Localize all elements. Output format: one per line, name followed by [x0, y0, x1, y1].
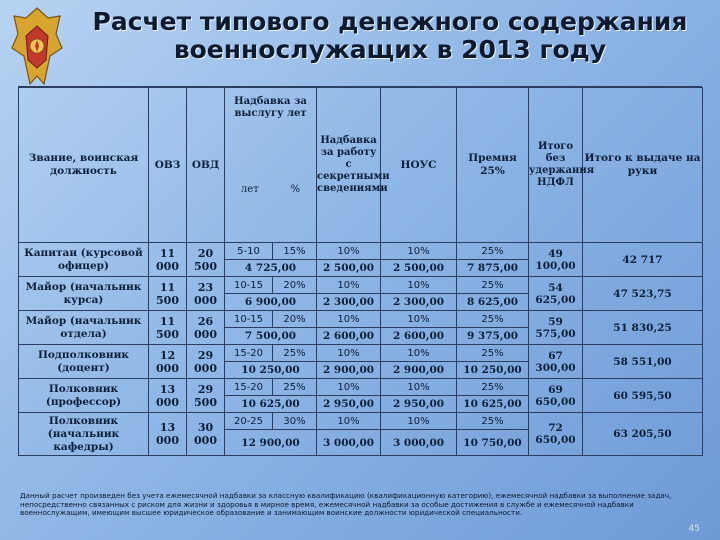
cell-bonus-pct: 25%	[457, 345, 529, 362]
cell-secret-amount: 2 900,00	[317, 362, 381, 379]
cell-secret-amount: 2 500,00	[317, 260, 381, 277]
cell-seniority-pct: 20%	[273, 311, 317, 328]
table-row	[19, 277, 703, 294]
cell-nous-pct: 10%	[381, 311, 457, 328]
cell-ovd: 23 000	[187, 277, 225, 311]
cell-years: 15-20	[225, 379, 273, 396]
header-total-net: Итого к выдаче на руки	[583, 88, 703, 243]
header-ovd: ОВД	[187, 88, 225, 243]
cell-bonus-amount: 10 250,00	[457, 362, 529, 379]
header-seniority-pct: %	[290, 184, 301, 195]
cell-secret-pct: 10%	[317, 243, 381, 260]
header-bonus: Премия 25%	[457, 88, 529, 243]
cell-years: 10-15	[225, 277, 273, 294]
header-seniority-sub	[225, 184, 316, 196]
cell-total-net: 58 551,00	[583, 345, 703, 379]
salary-table	[18, 87, 703, 456]
table-row	[19, 345, 703, 362]
cell-ovz: 11 500	[149, 311, 187, 345]
cell-nous-pct: 10%	[381, 277, 457, 294]
cell-ovd: 26 000	[187, 311, 225, 345]
cell-secret-amount: 3 000,00	[317, 430, 381, 456]
cell-ovz: 11 000	[149, 243, 187, 277]
cell-seniority-pct: 25%	[273, 379, 317, 396]
cell-seniority-amount: 7 500,00	[225, 328, 317, 345]
emblem-logo	[10, 4, 64, 90]
cell-seniority-pct: 30%	[273, 413, 317, 430]
header-secret: Надбавка за работу с секретными сведениями	[317, 88, 381, 243]
cell-secret-pct: 10%	[317, 311, 381, 328]
cell-years: 10-15	[225, 311, 273, 328]
cell-nous-amount: 2 600,00	[381, 328, 457, 345]
cell-total-gross: 67 300,00	[529, 345, 583, 379]
cell-ovz: 13 000	[149, 379, 187, 413]
cell-seniority-amount: 10 625,00	[225, 396, 317, 413]
cell-total-gross: 69 650,00	[529, 379, 583, 413]
header-seniority	[225, 88, 317, 243]
cell-rank: Майор (начальник отдела)	[19, 311, 149, 345]
cell-ovz: 11 500	[149, 277, 187, 311]
footnote: Данный расчет произведен без учета ежемесячной надбавки за классную квалификацию (квалификационную категорию), ежемесячной надбавки за выполнение задач, непосредственно связанных с риском для жизни и здоровья в мирное время, ежемесячной надбавки за особые достижения в службе и ежемесячной надбавки военнослужащим, имеющим высшее юридическое образование и занимающим воинские должности юридической специальности.	[20, 491, 672, 518]
table-row	[19, 413, 703, 430]
cell-ovz: 12 000	[149, 345, 187, 379]
cell-years: 20-25	[225, 413, 273, 430]
cell-bonus-pct: 25%	[457, 311, 529, 328]
table-row	[19, 243, 703, 260]
header-nous: НОУС	[381, 88, 457, 243]
header-ovz: ОВЗ	[149, 88, 187, 243]
page-title	[70, 8, 710, 64]
cell-nous-amount: 2 950,00	[381, 396, 457, 413]
cell-seniority-amount: 4 725,00	[225, 260, 317, 277]
cell-total-net: 51 830,25	[583, 311, 703, 345]
cell-nous-pct: 10%	[381, 345, 457, 362]
cell-rank: Капитан (курсовой офицер)	[19, 243, 149, 277]
header-total-gross: Итого без удержания НДФЛ	[529, 88, 583, 243]
cell-secret-amount: 2 950,00	[317, 396, 381, 413]
header-seniority-label: Надбавка за выслугу лет	[234, 96, 307, 119]
cell-seniority-amount: 6 900,00	[225, 294, 317, 311]
cell-secret-pct: 10%	[317, 277, 381, 294]
cell-secret-pct: 10%	[317, 413, 381, 430]
title-line-2: военнослужащих в 2013 году	[173, 35, 607, 64]
cell-ovd: 30 000	[187, 413, 225, 456]
cell-nous-amount: 2 500,00	[381, 260, 457, 277]
cell-ovz: 13 000	[149, 413, 187, 456]
cell-bonus-amount: 8 625,00	[457, 294, 529, 311]
cell-nous-amount: 2 300,00	[381, 294, 457, 311]
cell-seniority-pct: 25%	[273, 345, 317, 362]
table-row	[19, 311, 703, 328]
cell-years: 15-20	[225, 345, 273, 362]
cell-bonus-amount: 10 750,00	[457, 430, 529, 456]
cell-rank: Майор (начальник курса)	[19, 277, 149, 311]
cell-years: 5-10	[225, 243, 273, 260]
cell-seniority-pct: 15%	[273, 243, 317, 260]
cell-ovd: 29 500	[187, 379, 225, 413]
cell-seniority-amount: 12 900,00	[225, 430, 317, 456]
cell-nous-amount: 3 000,00	[381, 430, 457, 456]
cell-secret-amount: 2 600,00	[317, 328, 381, 345]
cell-total-net: 63 205,50	[583, 413, 703, 456]
cell-ovd: 20 500	[187, 243, 225, 277]
cell-bonus-pct: 25%	[457, 413, 529, 430]
header-rank: Звание, воинская должность	[19, 88, 149, 243]
cell-seniority-amount: 10 250,00	[225, 362, 317, 379]
cell-nous-amount: 2 900,00	[381, 362, 457, 379]
cell-bonus-amount: 9 375,00	[457, 328, 529, 345]
cell-nous-pct: 10%	[381, 413, 457, 430]
cell-bonus-pct: 25%	[457, 379, 529, 396]
cell-ovd: 29 000	[187, 345, 225, 379]
cell-total-gross: 54 625,00	[529, 277, 583, 311]
table-row	[19, 379, 703, 396]
cell-bonus-amount: 7 875,00	[457, 260, 529, 277]
cell-total-gross: 59 575,00	[529, 311, 583, 345]
cell-secret-pct: 10%	[317, 379, 381, 396]
cell-total-net: 42 717	[583, 243, 703, 277]
cell-rank: Подполковник (доцент)	[19, 345, 149, 379]
title-line-1: Расчет типового денежного содержания	[92, 7, 688, 36]
cell-bonus-pct: 25%	[457, 243, 529, 260]
cell-rank: Полковник (профессор)	[19, 379, 149, 413]
cell-bonus-amount: 10 625,00	[457, 396, 529, 413]
cell-secret-pct: 10%	[317, 345, 381, 362]
cell-nous-pct: 10%	[381, 379, 457, 396]
table-header-row	[19, 88, 703, 243]
cell-total-gross: 72 650,00	[529, 413, 583, 456]
cell-bonus-pct: 25%	[457, 277, 529, 294]
cell-seniority-pct: 20%	[273, 277, 317, 294]
header-seniority-years: лет	[240, 184, 259, 195]
cell-total-net: 60 595,50	[583, 379, 703, 413]
cell-total-gross: 49 100,00	[529, 243, 583, 277]
page-number: 45	[688, 524, 700, 534]
cell-rank: Полковник (начальник кафедры)	[19, 413, 149, 456]
cell-total-net: 47 523,75	[583, 277, 703, 311]
cell-nous-pct: 10%	[381, 243, 457, 260]
cell-secret-amount: 2 300,00	[317, 294, 381, 311]
